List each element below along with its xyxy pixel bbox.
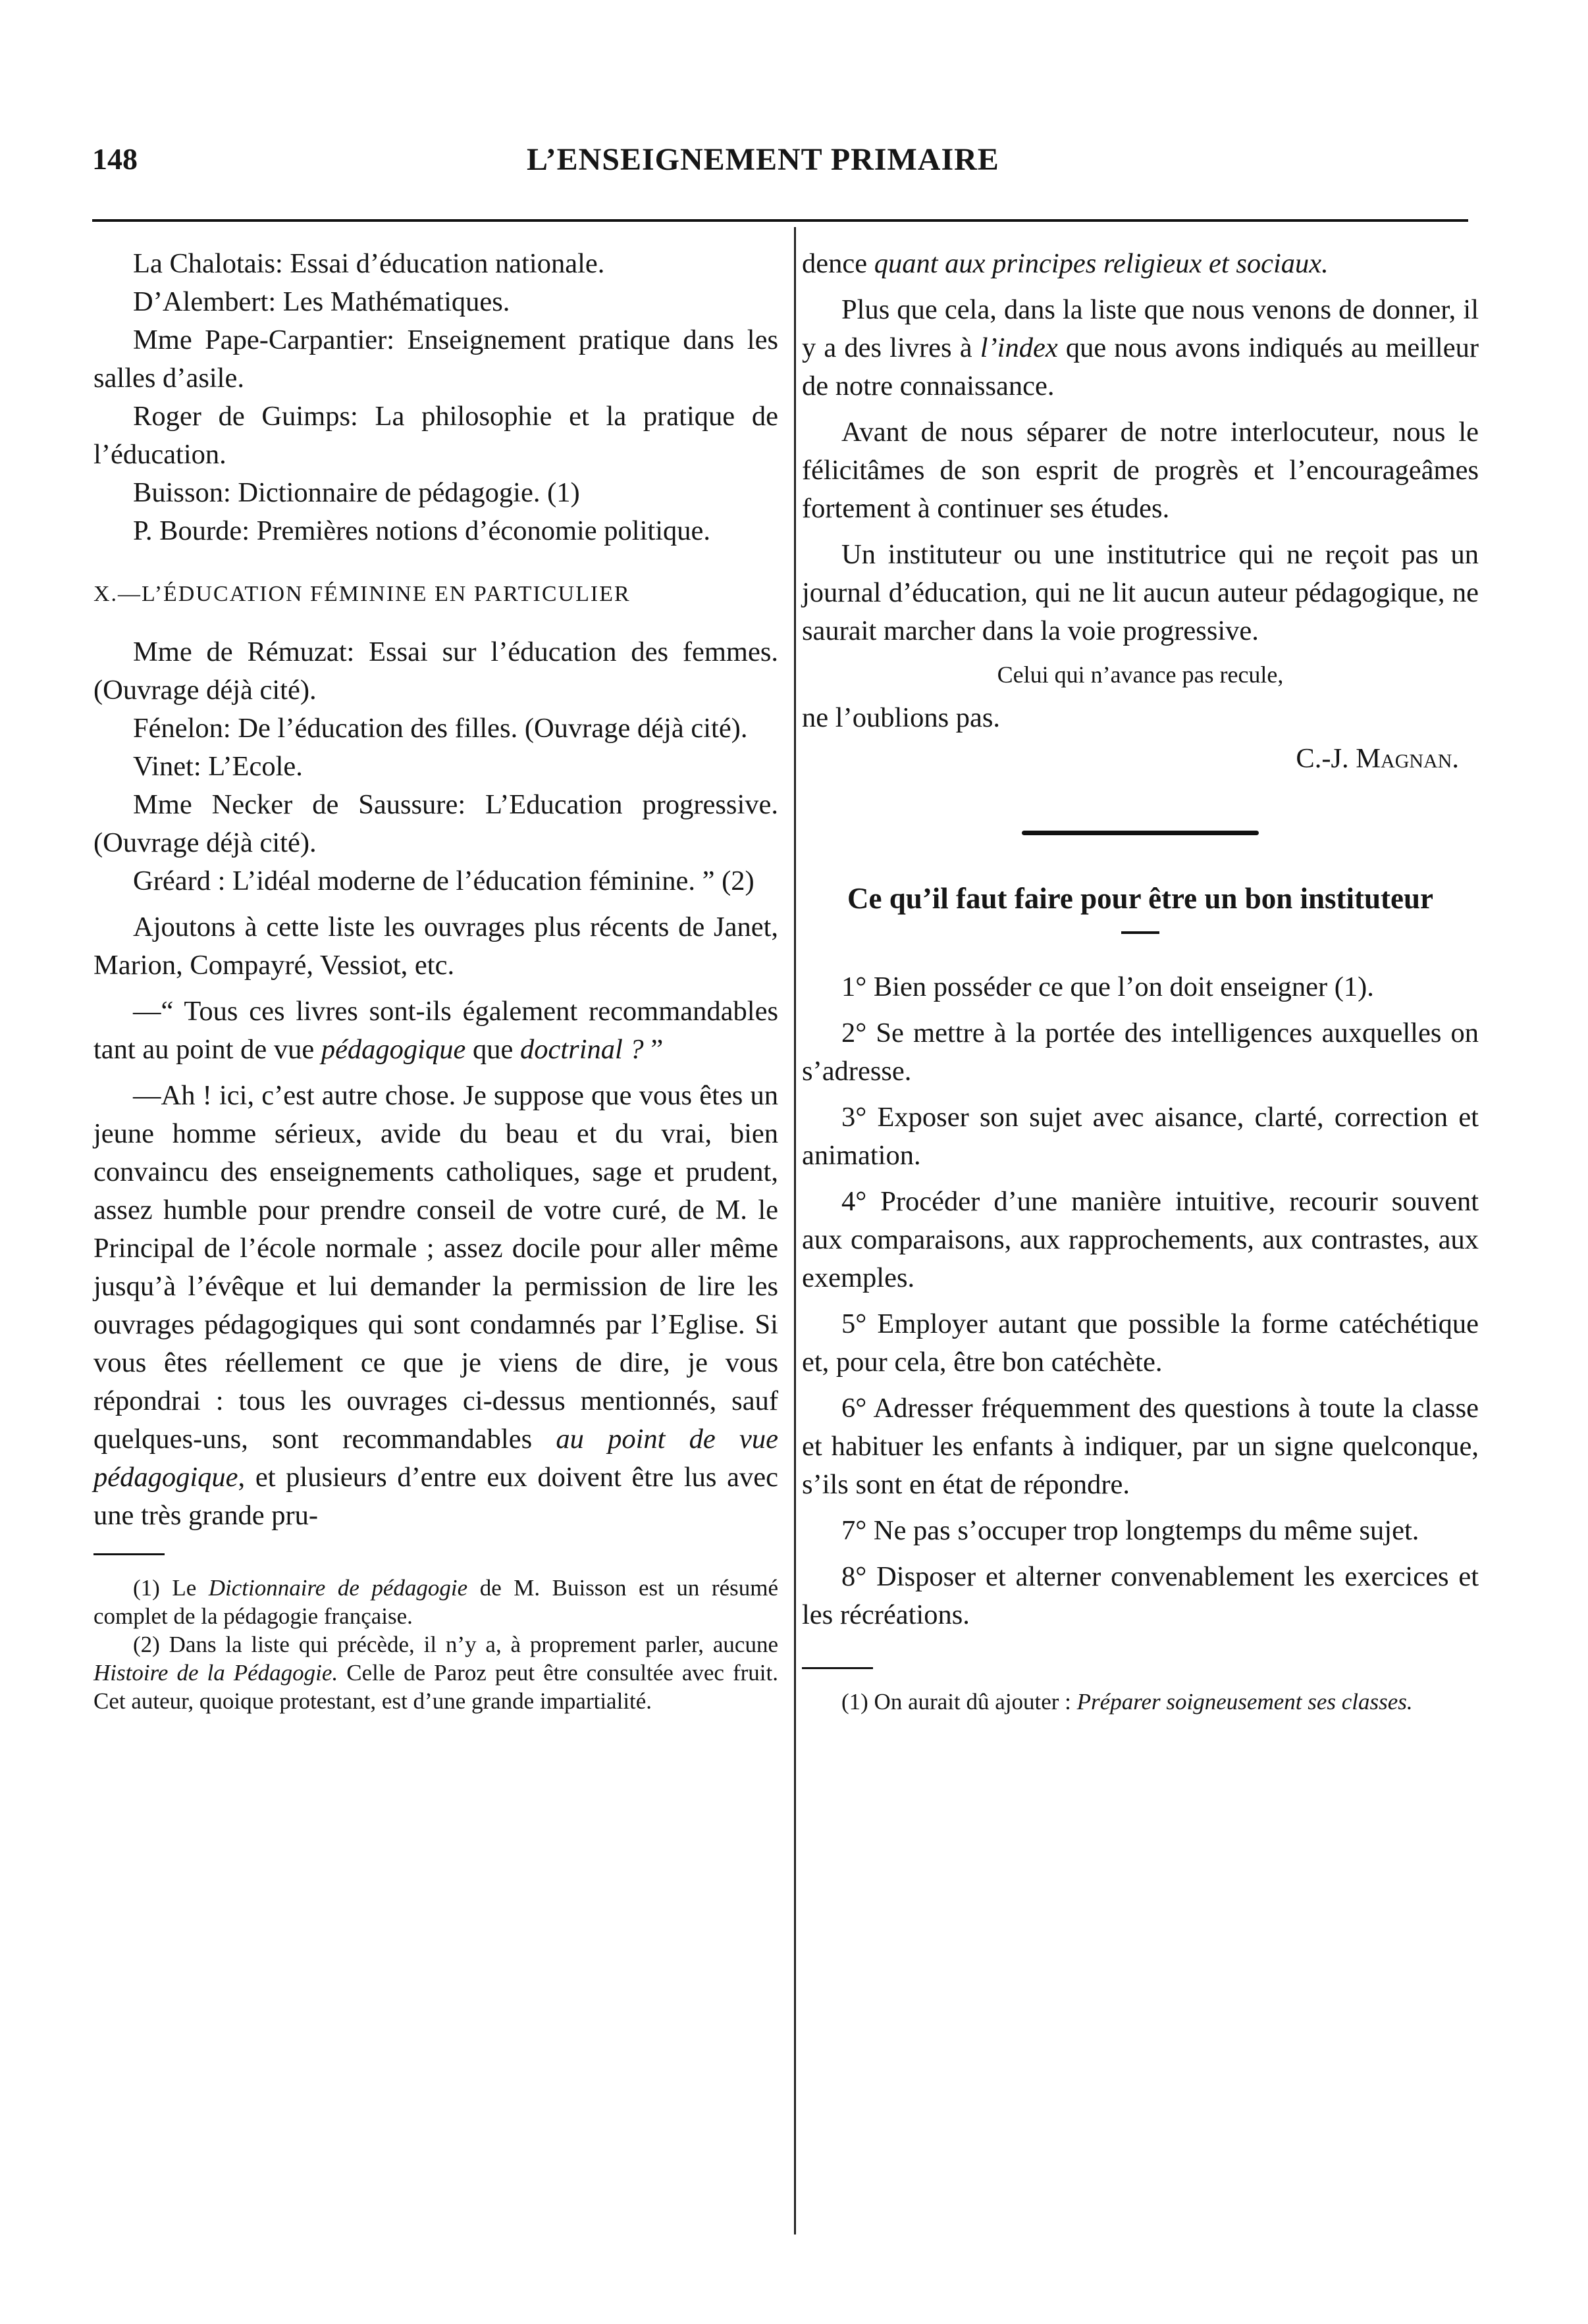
rule-item: 1° Bien posséder ce que l’on doit enseigner (1).	[841, 971, 1374, 1002]
running-title: L’ENSEIGNEMENT PRIMAIRE	[527, 142, 999, 177]
bibliography-item: Gréard : L’idéal moderne de l’éducation féminine. ” (2)	[133, 865, 754, 896]
text-run: que nous avons indiqués au meilleur de notre connaissance.	[802, 332, 1479, 401]
section-heading: X.—L’ÉDUCATION FÉMININE EN PARTICULIER	[93, 582, 631, 606]
rule-item: 7° Ne pas s’occuper trop longtemps du même sujet.	[841, 1515, 1419, 1546]
left-column	[93, 245, 778, 1715]
text-run: dence	[802, 248, 874, 279]
text-run: que	[465, 1034, 520, 1065]
article-title: Ce qu’il faut faire pour être un bon instituteur	[847, 882, 1434, 915]
bibliography-item: Mme de Rémuzat: Essai sur l’éducation des femmes. (Ouvrage déjà cité).	[93, 636, 778, 706]
rule-item: 5° Employer autant que possible la forme catéchétique et, pour cela, être bon catéchète.	[802, 1308, 1479, 1378]
rule-item: 2° Se mettre à la portée des intelligences auxquelles on s’adresse.	[802, 1018, 1479, 1087]
continued-paragraph	[802, 245, 1479, 283]
ornamental-divider	[802, 831, 1479, 835]
footnote-rule	[93, 1553, 165, 1555]
italic-run: l’index	[980, 332, 1058, 363]
bibliography-item: La Chalotais: Essai d’éducation nationale.	[133, 248, 605, 279]
text-run: (1) Le	[133, 1575, 209, 1601]
bibliography-item: Vinet: L’Ecole.	[133, 751, 303, 782]
paragraph	[802, 291, 1479, 405]
answer-paragraph	[93, 1077, 778, 1535]
italic-run: Préparer soigneusement ses classes.	[1076, 1689, 1413, 1715]
right-column	[802, 245, 1479, 1716]
italic-run: Histoire de la Pédagogie.	[93, 1660, 338, 1686]
rule-item: 8° Disposer et alterner convenablement les exercices et les récréations.	[802, 1561, 1479, 1630]
text-run: Celle de Paroz peut être consultée avec fruit. Cet auteur, quoique protestant, est d’une grande impartialité.	[93, 1660, 778, 1714]
italic-run: quant aux principes religieux et sociaux.	[874, 248, 1329, 279]
bibliography-item: Fénelon: De l’éducation des filles. (Ouvrage déjà cité).	[133, 713, 748, 744]
bibliography-item: D’Alembert: Les Mathématiques.	[133, 286, 510, 317]
bibliography-item: Mme Necker de Saussure: L’Education progressive. (Ouvrage déjà cité).	[93, 789, 778, 858]
footnote-rule	[802, 1667, 873, 1669]
italic-run: pédagogique	[321, 1034, 466, 1065]
paragraph: Ajoutons à cette liste les ouvrages plus récents de Janet, Marion, Compayré, Vessiot, etc.	[93, 912, 778, 981]
text-run: Plus que cela, dans la liste que nous venons de donner, il y a des livres à	[802, 294, 1479, 363]
bibliography-item: Roger de Guimps: La philosophie et la pratique de l’éducation.	[93, 401, 778, 470]
ornament-bar	[1022, 831, 1259, 835]
text-run: —Ah ! ici, c’est autre chose. Je suppose que vous êtes un jeune homme sérieux, avide du beau et du vrai, bien convaincu des enseignements catholiques, sage et prudent, assez humble pour prendre conseil de votre curé, de M. le Principal de l’école normale ; assez docile pour aller même jusqu’à l’évêque et lui demander la permission de lire les ouvrages pédagogiques qui sont condamnés par l’Eglise. Si vous êtes réellement ce que je viens de dire, je vous répondrai : tous les ouvrages ci-dessus mentionnés, sauf quelques-uns, sont recommandables	[93, 1080, 778, 1455]
text-run: , et plusieurs d’entre eux doivent être lus avec une très grande pru-	[93, 1462, 778, 1531]
question-paragraph	[93, 993, 778, 1069]
italic-run: Dictionnaire de pédagogie	[208, 1575, 468, 1601]
page-number: 148	[92, 142, 138, 176]
text-run: (1) On aurait dû ajouter :	[841, 1689, 1077, 1715]
bibliography-item: Mme Pape-Carpantier: Enseignement pratique dans les salles d’asile.	[93, 324, 778, 394]
text-run: de M. Buisson est un résumé complet de la pédagogie française.	[93, 1575, 778, 1629]
footnote	[802, 1688, 1479, 1716]
rule-item: 4° Procéder d’une manière intuitive, recourir souvent aux comparaisons, aux rapprochements, aux contrastes, aux exemples.	[802, 1186, 1479, 1293]
footnote	[93, 1574, 778, 1630]
footnote	[93, 1630, 778, 1715]
rule-item: 6° Adresser fréquemment des questions à toute la classe et habituer les enfants à indiquer, par un signe quelconque, s’ils sont en état de répondre.	[802, 1393, 1479, 1500]
bibliography-item: P. Bourde: Premières notions d’économie politique.	[133, 515, 711, 546]
running-header	[92, 142, 1468, 194]
quotation-followup: ne l’oublions pas.	[802, 702, 1001, 733]
title-rule	[802, 931, 1479, 934]
italic-run: doctrinal ?	[519, 1034, 644, 1065]
paragraph: Avant de nous séparer de notre interlocuteur, nous le félicitâmes de son esprit de progrès et l’encourageâmes fortement à continuer ses études.	[802, 417, 1479, 524]
text-run: —“ Tous ces livres sont-ils également recommandables tant au point de vue	[93, 996, 778, 1065]
author-signature: C.-J. Magnan.	[1296, 743, 1459, 774]
bibliography-item: Buisson: Dictionnaire de pédagogie. (1)	[133, 477, 580, 508]
rule-bar	[1121, 931, 1159, 934]
column-divider	[794, 227, 796, 2234]
text-run: (2) Dans la liste qui précède, il n’y a, à proprement parler, aucune	[133, 1632, 778, 1657]
italic-run: au point de vue pédagogique	[93, 1424, 778, 1493]
rule-item: 3° Exposer son sujet avec aisance, clarté, correction et animation.	[802, 1102, 1479, 1171]
text-run: ”	[643, 1034, 664, 1065]
header-rule	[92, 219, 1468, 222]
paragraph: Un instituteur ou une institutrice qui ne reçoit pas un journal d’éducation, qui ne lit aucun auteur pédagogique, ne saurait marcher dans la voie progressive.	[802, 539, 1479, 646]
quotation: Celui qui n’avance pas recule,	[997, 661, 1284, 688]
